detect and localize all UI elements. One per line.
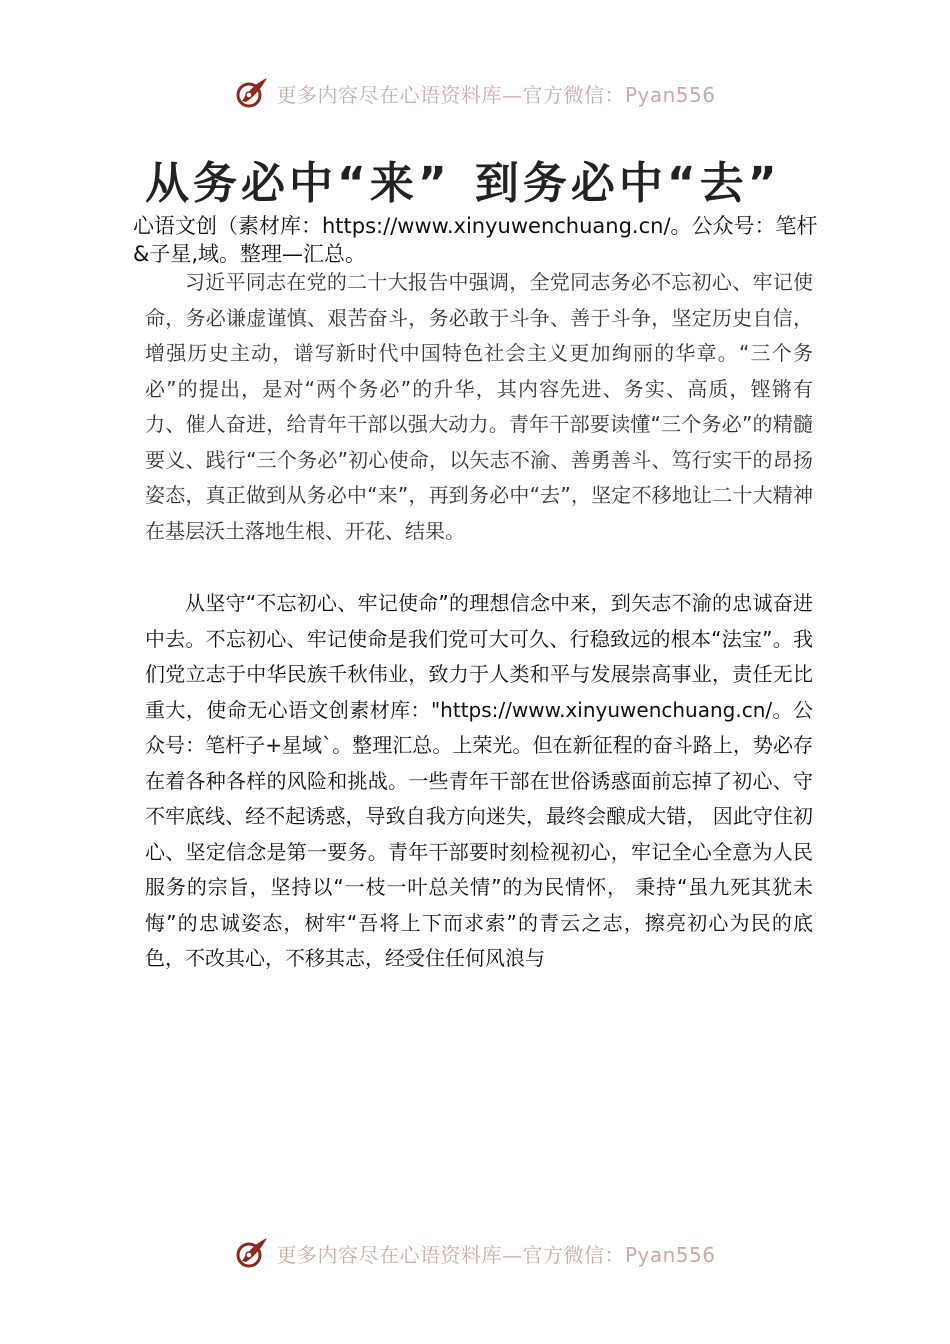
banner-wechat-id: Pyan556 xyxy=(624,1242,716,1267)
banner-text: 更多内容尽在心语资料库—官方微信：Pyan556 xyxy=(276,82,716,107)
header-watermark-banner xyxy=(0,73,950,113)
quill-logo-icon xyxy=(234,75,270,111)
title-part-1: 从务必中“来” xyxy=(145,158,451,209)
page-title xyxy=(145,158,781,210)
footer-watermark-banner xyxy=(0,1233,950,1273)
quill-logo-icon xyxy=(234,1235,270,1271)
source-line: 心语文创（素材库：https://www.xinyuwenchuang.cn/。公众号：笔杆&子星,域。整理—汇总。 xyxy=(133,214,818,266)
body-paragraph: 习近平同志在党的二十大报告中强调，全党同志务必不忘初心、牢记使命，务必谦虚谨慎、艰苦奋斗，务必敢于斗争、善于斗争，坚定历史自信，增强历史主动，谱写新时代中国特色社会主义更加绚丽的华章。“三个务必”的提出，是对“两个务必”的升华，其内容先进、务实、高质，铿锵有力、催人奋进，给青年干部以强大动力。青年干部要读懂“三个务必”的精髓要义、践行“三个务必”初心使命，以矢志不渝、善勇善斗、笃行实干的昂扬姿态，真正做到从务必中“来”，再到务必中“去”，坚定不移地让二十大精神在基层沃土落地生根、开花、结果。 xyxy=(145,270,813,543)
title-part-2: 到务必中“去” xyxy=(474,158,781,209)
banner-text: 更多内容尽在心语资料库—官方微信：Pyan556 xyxy=(276,1242,716,1267)
banner-wechat-id: Pyan556 xyxy=(624,82,716,107)
body-paragraph: 从坚守“不忘初心、牢记使命”的理想信念中来，到矢志不渝的忠诚奋进中去。不忘初心、牢记使命是我们党可大可久、行稳致远的根本“法宝”。我们党立志于中华民族千秋伟业，致力于人类和平与发展崇高事业，责任无比重大，使命无心语文创素材库："https://www.xinyuwenchuang.cn/。公众号：笔杆子+星域`。整理汇总。上荣光。但在新征程的奋斗路上，势必存在着各种各样的风险和挑战。一些青年干部在世俗诱惑面前忘掉了初心、守不牢底线、经不起诱惑，导致自我方向迷失，最终会酿成大错， 因此守住初心、坚定信念是第一要务。青年干部要时刻检视初心，牢记全心全意为人民服务的宗旨，坚持以“一枝一叶总关情”的为民情怀， 秉持“虽九死其犹未悔”的忠诚姿态，树牢“吾将上下而求索”的青云之志，擦亮初心为民的底色，不改其心，不移其志，经受住任何风浪与 xyxy=(145,591,813,970)
